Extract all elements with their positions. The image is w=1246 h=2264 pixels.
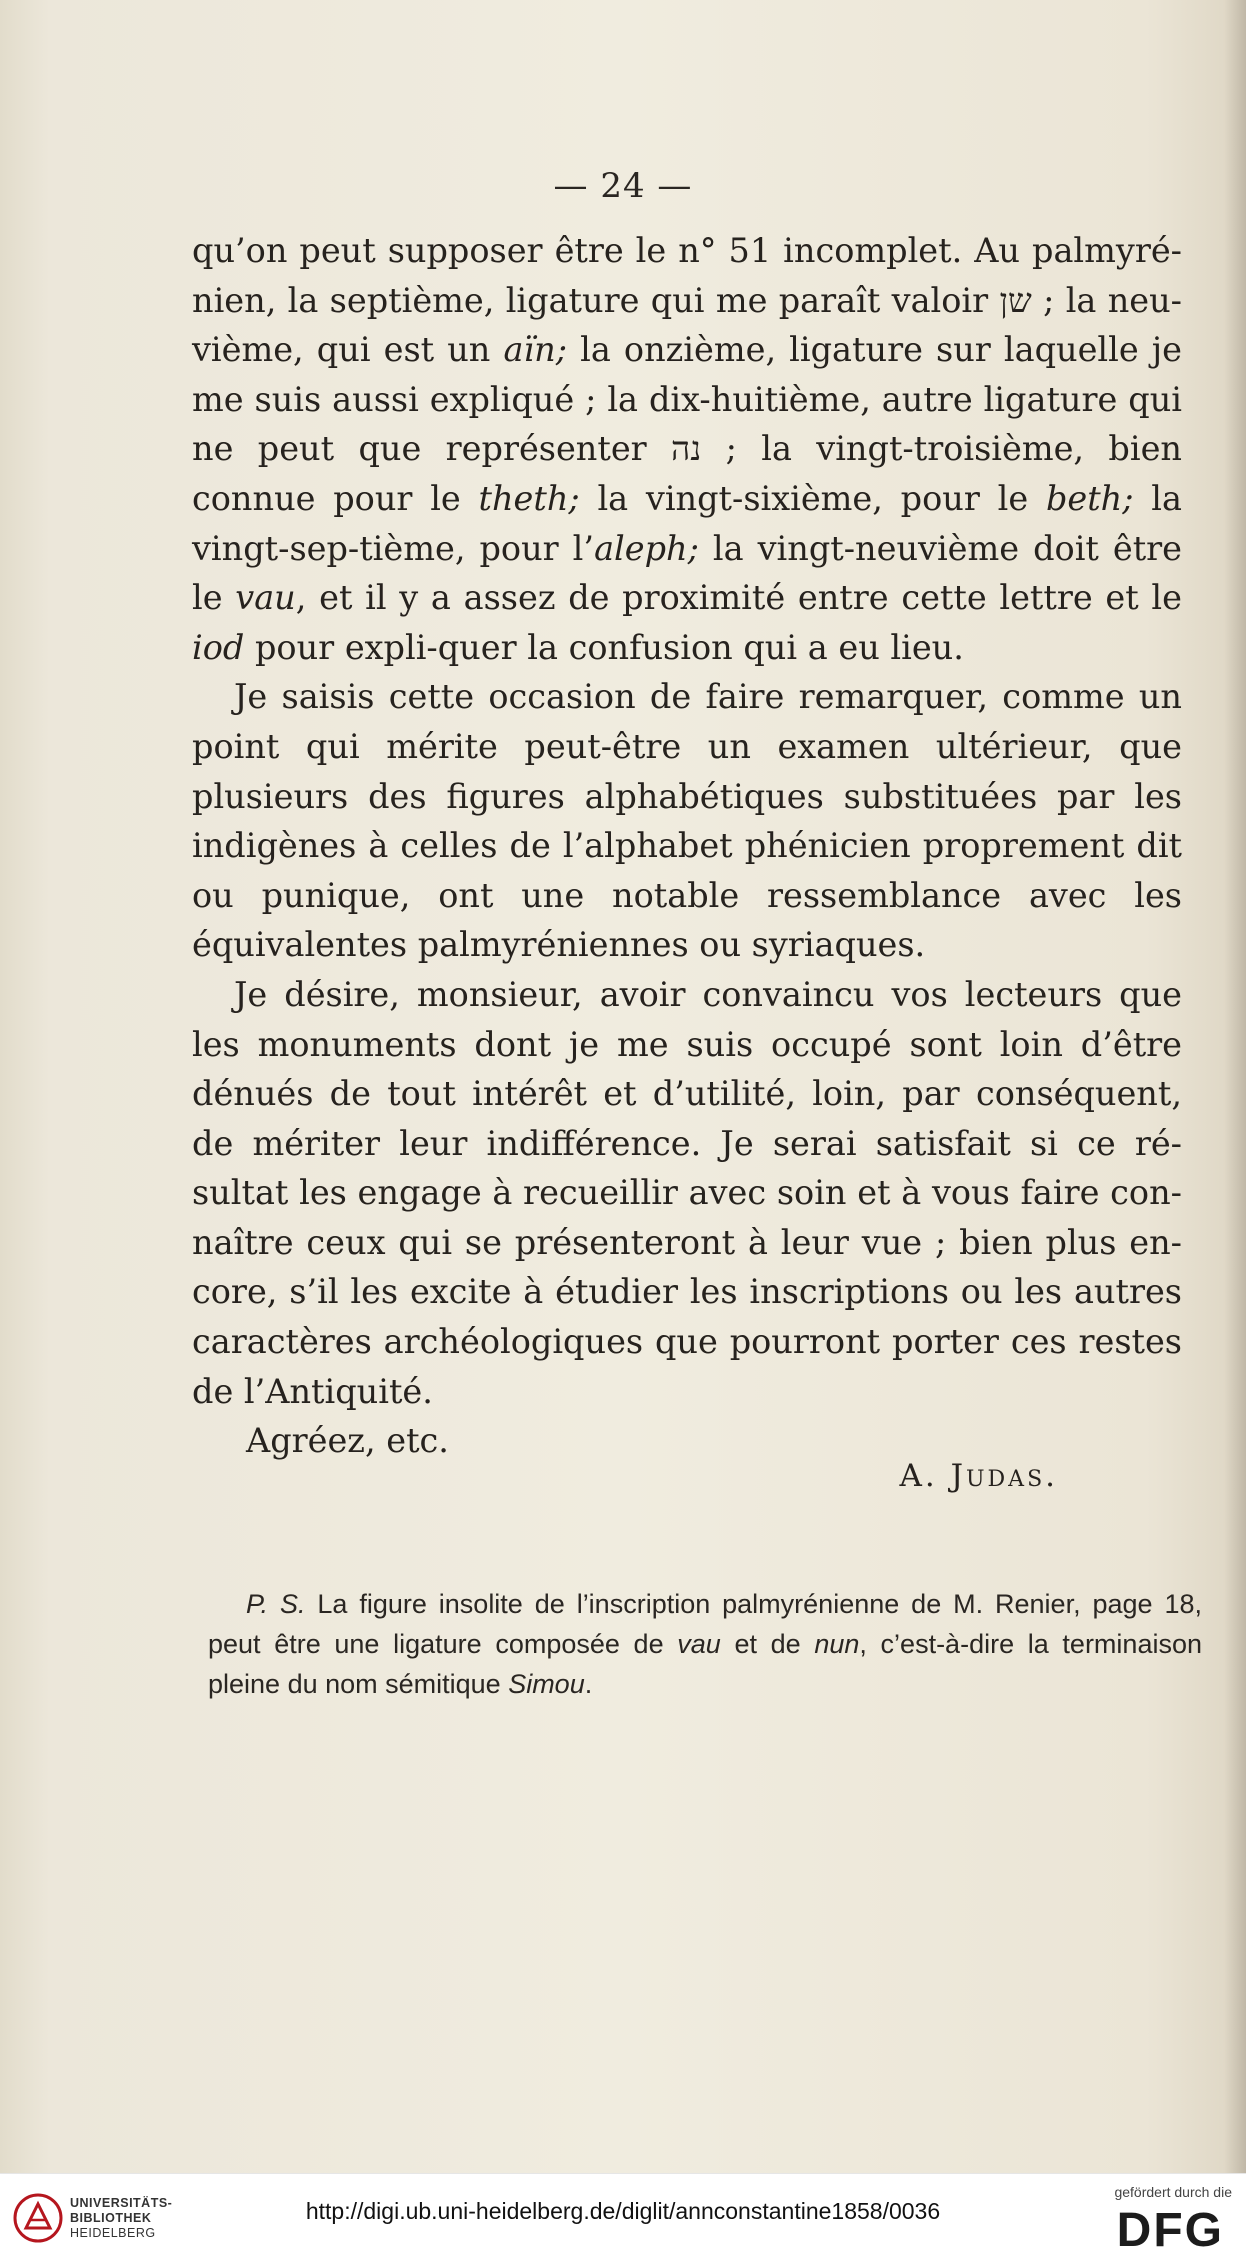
- institution-line-2: BIBLIOTHEK: [70, 2211, 152, 2225]
- dfg-logo: DFG: [1116, 2204, 1224, 2257]
- text-run: et de: [720, 1629, 815, 1659]
- text-run: la vingt-neuvième doit être le: [192, 528, 1183, 618]
- italic-run: theth;: [478, 478, 580, 518]
- text-run: La figure insolite de l’inscription palmyrénienne de M. Renier, page 18, peut être une ligature composée de: [208, 1589, 1203, 1659]
- text-run: Je saisis cette occasion de faire remarquer, comme un point qui mérite peut-être un examen ultérieur, que plusieurs des figures alphabétiques substituées par les indigènes à celles de l’alphabet phénicien proprement dit ou punique, ont une notable ressemblance avec les équivalentes palmyréniennes ou syriaques.: [192, 677, 1182, 965]
- italic-run: P. S.: [246, 1589, 306, 1619]
- italic-run: vau: [235, 578, 296, 618]
- italic-run: aleph;: [594, 528, 699, 568]
- italic-run: beth;: [1045, 478, 1134, 518]
- text-run: Je désire, monsieur, avoir convaincu vos lecteurs que les monuments dont je me suis occupé sont loin d’être dénués de tout intérêt et d’utilité, loin, par conséquent, de mériter leur indifférence. Je serai satisfait si ce ré-sultat les engage à recueillir avec soin et à vous faire con-naître ceux qui se présenteront à leur vue ; bien plus en-core, s’il les excite à étudier les inscriptions ou les autres caractères archéologiques que pourront porter ces restes de l’Antiquité.: [192, 974, 1182, 1411]
- postscript: [208, 1584, 1202, 1704]
- italic-run: iod: [192, 627, 245, 667]
- digitization-footer: [0, 2173, 1246, 2264]
- text-run: qu’on peut supposer être le n° 51 incomplet. Au palmyré-nien, la septième, ligature qui me paraît valoir שן ; la neu-vième, qui est un: [192, 231, 1182, 370]
- postscript-text: [208, 1584, 1202, 1704]
- source-url-link[interactable]: http://digi.ub.uni-heidelberg.de/diglit/annconstantine1858/0036: [305, 2198, 941, 2224]
- paragraph-2: [192, 672, 1182, 970]
- text-run: la onzième, ligature sur laquelle je me suis aussi expliqué ; la dix-huitième, autre ligature qui ne peut que représenter נה ; la vingt-troisième, bien connue pour le: [192, 330, 1182, 518]
- paragraph-1: [192, 226, 1182, 672]
- italic-run: Simou: [508, 1669, 585, 1699]
- text-run: .: [584, 1669, 593, 1699]
- signature-initial: A.: [899, 1458, 938, 1494]
- italic-run: vau: [677, 1629, 721, 1659]
- italic-run: nun: [814, 1629, 860, 1659]
- text-run: , et il y a assez de proximité entre cette lettre et le: [295, 578, 1182, 618]
- paragraph-3: [192, 970, 1182, 1416]
- italic-run: aïn;: [503, 330, 568, 370]
- text-run: Agréez, etc.: [246, 1421, 449, 1461]
- text-run: pour expli-quer la confusion qui a eu lieu.: [244, 627, 964, 667]
- text-run: , c’est-à-dire la terminaison pleine du nom sémitique: [208, 1629, 1202, 1699]
- signature: [899, 1458, 1058, 1494]
- institution-line-3: HEIDELBERG: [70, 2226, 156, 2240]
- institution-line-1: UNIVERSITÄTS-: [70, 2196, 173, 2210]
- page-number: — 24 —: [553, 166, 693, 206]
- text-run: la vingt-sep-tième, pour l’: [192, 478, 1182, 568]
- body-text: [192, 226, 1182, 1466]
- signature-name: Judas.: [950, 1458, 1058, 1494]
- text-run: la vingt-sixième, pour le: [579, 478, 1046, 518]
- funder-label: gefördert durch die: [1114, 2184, 1232, 2200]
